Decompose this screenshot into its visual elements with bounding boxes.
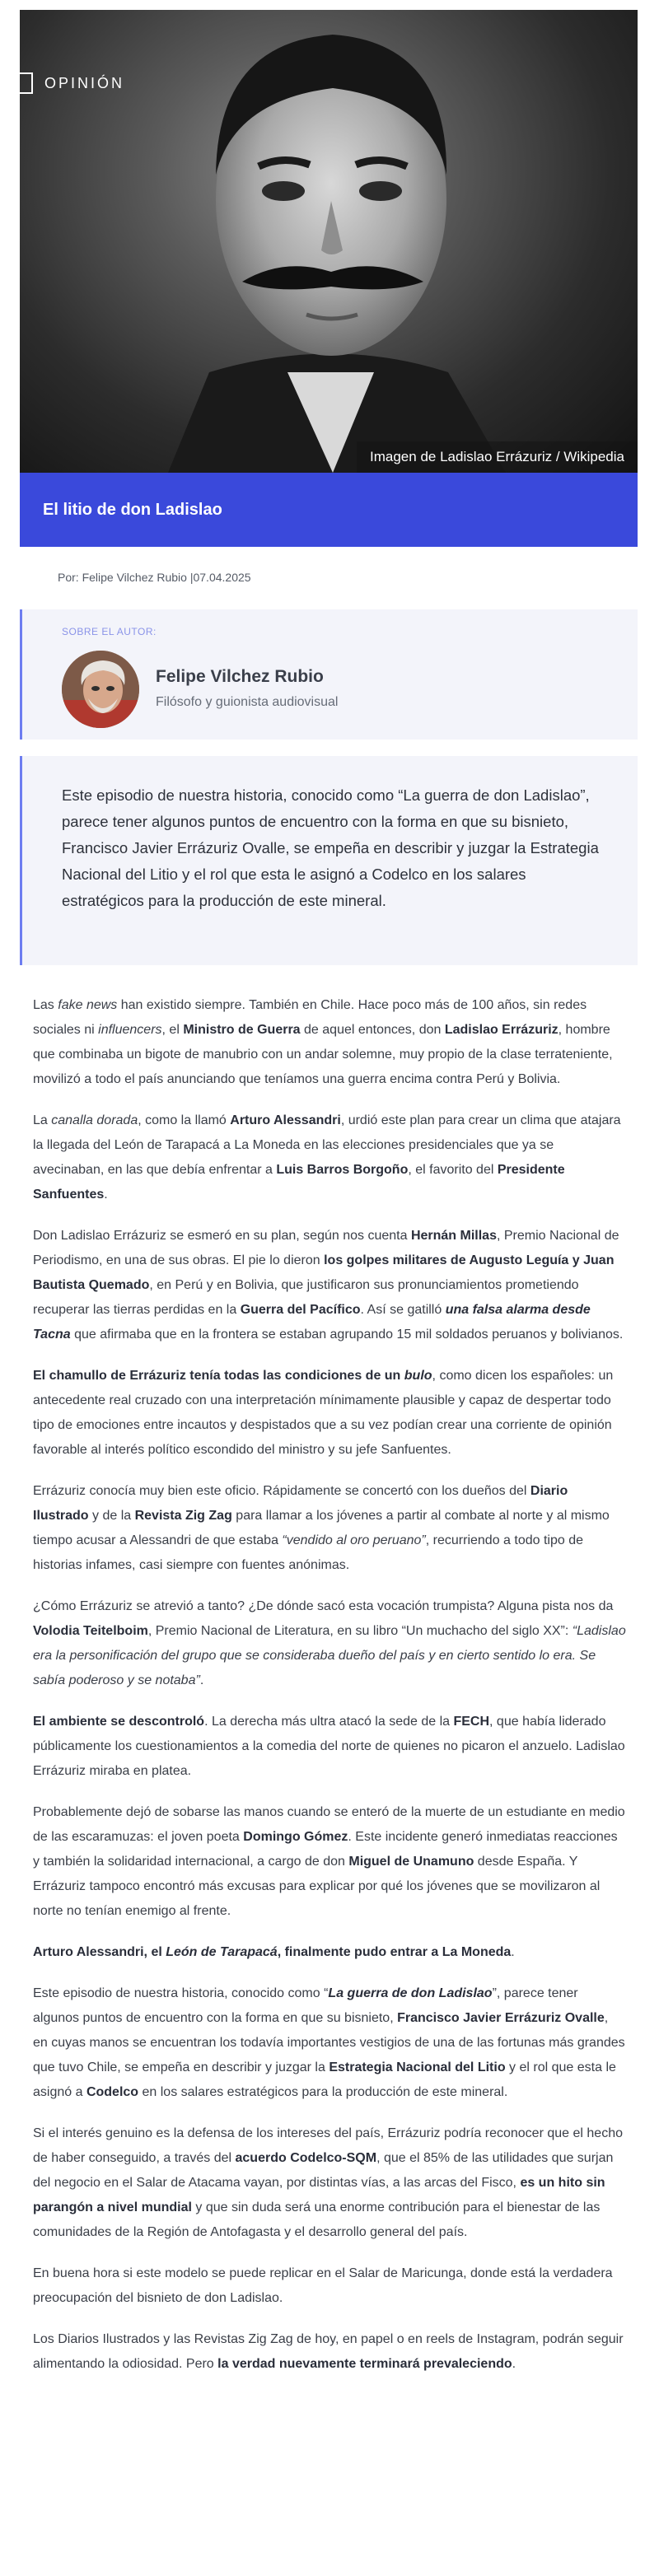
paragraph: En buena hora si este modelo se puede replicar en el Salar de Maricunga, donde está la verdadera preocupación del bisnieto de don Ladislao. <box>33 2266 613 2305</box>
hero-image <box>20 10 638 473</box>
byline-separator: | <box>189 571 194 584</box>
author-card <box>20 609 638 740</box>
paragraph: Si el interés genuino es la defensa de los intereses del país, Errázuriz podría reconocer que el hecho de haber conseguido, a través del acuerdo Codelco-SQM, que el 85% de las utilidades que surjan del negocio en el Salar de Atacama vayan, por distintas vías, a las arcas del Fisco, es un hito sin parangón a nivel mundial y que sin duda será una enorme contribución para el bienestar de las comunidades de la Región de Antofagasta y el desarrollo general del país. <box>33 2126 623 2239</box>
author-name[interactable]: Felipe Vilchez Rubio <box>156 667 324 686</box>
paragraph: Probablemente dejó de sobarse las manos cuando se enteró de la muerte de un estudiante en medio de las escaramuzas: el joven poeta Domingo Gómez. Este incidente generó inmediatas reacciones y también la solidaridad internacional, a cargo de don Miguel de Unamuno desde España. Y Errázuriz tampoco encontró más excusas para explicar por qué los jóvenes que se movilizaron al norte no tenían enemigo al frente. <box>33 1805 625 1918</box>
paragraph: Las fake news han existido siempre. También en Chile. Hace poco más de 100 años, sin redes sociales ni influencers, el Ministro de Guerra de aquel entonces, don Ladislao Errázuriz, hombre que combinaba un bigote de manubrio con un andar solemne, muy propio de la clase terrateniente, movilizó a todo el país anunciando que teníamos una guerra encima contra Perú y Bolivia. <box>33 998 613 1086</box>
paragraph: El chamullo de Errázuriz tenía todas las condiciones de un bulo, como dicen los españoles: un antecedente real cruzado con una interpretación mínimamente plausible y capaz de despertar todo tipo de emociones entre incautos y despistados que a su vez podían crear una corriente de opinión favorable al interés político escondido del ministro y su jefe Sanfuentes. <box>33 1369 614 1457</box>
avatar-illustration <box>62 651 139 728</box>
section-badge <box>20 72 124 94</box>
paragraph: Arturo Alessandri, el León de Tarapacá, finalmente pudo entrar a La Moneda. <box>33 1945 515 1959</box>
author-role: Filósofo y guionista audiovisual <box>156 695 339 709</box>
summary-text: Este episodio de nuestra historia, conocido como “La guerra de don Ladislao”, parece tener algunos puntos de encuentro con la forma en que su bisnieto, Francisco Javier Errázuriz Ovalle, se empeña en describir y juzgar la Estrategia Nacional del Litio y el rol que esta le asignó a Codelco en los salares estratégicos para la producción de este mineral. <box>62 786 599 909</box>
byline-author[interactable]: Felipe Vilchez Rubio <box>82 571 187 584</box>
paragraph: Don Ladislao Errázuriz se esmeró en su plan, según nos cuenta Hernán Millas, Premio Nacional de Periodismo, en una de sus obras. El pie lo dieron los golpes militares de Augusto Leguía y Juan Bautista Quemado, en Perú y en Bolivia, que justificaron sus pronunciamientos prometiendo recuperar las tierras perdidas en la Guerra del Pacífico. Así se gatilló una falsa alarma desde Tacna que afirmaba que en la frontera se estaban agrupando 15 mil soldados peruanos y bolivianos. <box>33 1229 624 1342</box>
paragraph: Los Diarios Ilustrados y las Revistas Zig Zag de hoy, en papel o en reels de Instagram, podrán seguir alimentando la odiosidad. Pero la verdad nuevamente terminará prevaleciendo. <box>33 2332 624 2371</box>
author-avatar[interactable] <box>62 651 139 728</box>
paragraph: La canalla dorada, como la llamó Arturo Alessandri, urdió este plan para crear un clima que atajara la llegada del León de Tarapacá a La Moneda en las elecciones presidenciales que ya se avecinaban, en las que debía enfrentar a Luis Barros Borgoño, el favorito del Presidente Sanfuentes. <box>33 1113 621 1202</box>
paragraph: Errázuriz conocía muy bien este oficio. Rápidamente se concertó con los dueños del Diario Ilustrado y de la Revista Zig Zag para llamar a los jóvenes a partir al combate al norte y al mismo tiempo acusar a Alessandri de que estaba “vendido al oro peruano”, recurriendo a todo tipo de historias infames, casi siempre con fuentes anónimas. <box>33 1484 610 1572</box>
byline-prefix: Por: <box>58 571 79 584</box>
section-label: OPINIÓN <box>44 74 125 91</box>
title-bar <box>20 473 638 547</box>
author-card-label: SOBRE EL AUTOR: <box>62 626 157 637</box>
image-credit: Imagen de Ladislao Errázuriz / Wikipedia <box>357 441 638 473</box>
paragraph: El ambiente se descontroló. La derecha más ultra atacó la sede de la FECH, que había liderado públicamente los cuestionamientos a la comedia del norte de quienes no picaron el anzuelo. Ladislao Errázuriz miraba en platea. <box>33 1715 625 1778</box>
paragraph: Este episodio de nuestra historia, conocido como “La guerra de don Ladislao”, parece tener algunos puntos de encuentro con la forma en que su bisnieto, Francisco Javier Errázuriz Ovalle, en cuyas manos se encuentran los todavía importantes vestigios de una de las fortunas más grandes que tuvo Chile, se empeña en describir y juzgar la Estrategia Nacional del Litio y el rol que esta le asignó a Codelco en los salares estratégicos para la producción de este mineral. <box>33 1986 625 2099</box>
byline-date: 07.04.2025 <box>193 571 251 584</box>
byline <box>58 571 251 584</box>
section-badge-icon <box>20 72 33 94</box>
article-title: El litio de don Ladislao <box>43 500 222 519</box>
article-body <box>33 993 626 2393</box>
paragraph: ¿Cómo Errázuriz se atrevió a tanto? ¿De dónde sacó esta vocación trumpista? Alguna pista nos da Volodia Teitelboim, Premio Nacional de Literatura, en su libro “Un muchacho del siglo XX”: “Ladislao era la personificación del grupo que se consideraba dueño del país y en cierto sentido lo era. Se sabía poderoso y se notaba”. <box>33 1599 626 1687</box>
article-summary <box>20 756 638 965</box>
portrait-illustration <box>119 10 547 473</box>
